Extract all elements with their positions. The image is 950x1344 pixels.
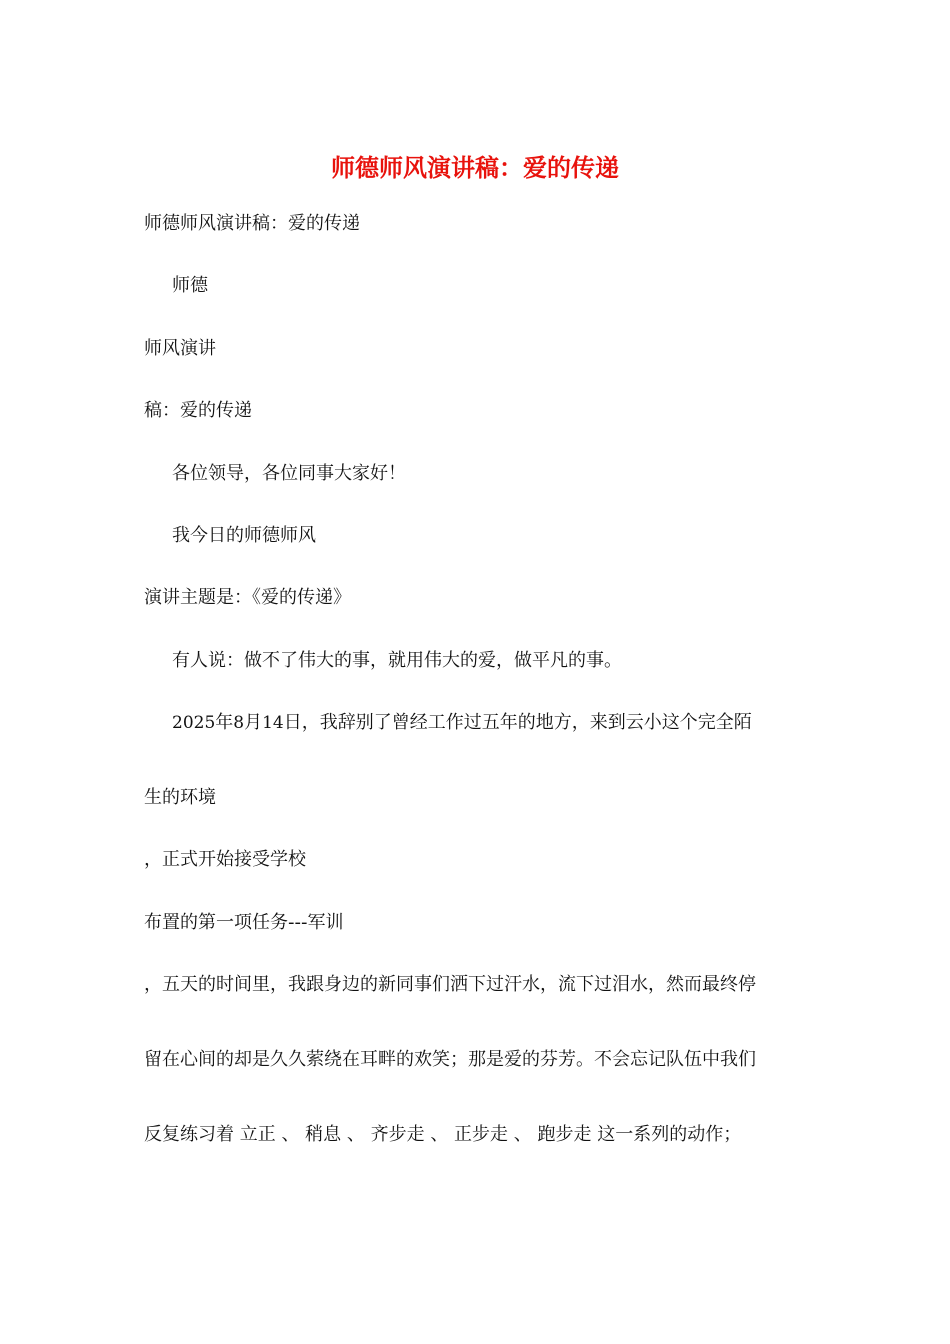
greeting-line: 各位领导，各位同事大家好！ bbox=[172, 463, 406, 484]
paragraph-line: 师德 bbox=[172, 275, 208, 296]
date-year-unit: 年 bbox=[215, 712, 234, 733]
date-month-unit: 月 bbox=[244, 712, 263, 733]
quote-line: 有人说：做不了伟大的事，就用伟大的爱，做平凡的事。 bbox=[172, 650, 622, 671]
date-rest-text: 日，我辞别了曾经工作过五年的地方，来到云小这个完全陌 bbox=[283, 712, 752, 733]
date-year: 2025 bbox=[172, 713, 216, 733]
paragraph-line: ，正式开始接受学校 bbox=[144, 849, 306, 870]
paragraph-line: 我今日的师德师风 bbox=[172, 525, 316, 546]
paragraph-line: 稿：爱的传递 bbox=[144, 400, 252, 421]
date-paragraph-line bbox=[172, 710, 752, 736]
subtitle-line: 师德师风演讲稿：爱的传递 bbox=[144, 213, 360, 234]
paragraph-line: ，五天的时间里，我跟身边的新同事们洒下过汗水，流下过泪水，然而最终停 bbox=[144, 974, 756, 995]
document-title: 师德师风演讲稿：爱的传递 bbox=[331, 153, 619, 182]
paragraph-line: 布置的第一项任务---军训 bbox=[144, 912, 344, 933]
paragraph-line: 师风演讲 bbox=[144, 338, 216, 359]
speech-theme-line: 演讲主题是：《爱的传递》 bbox=[144, 587, 351, 608]
paragraph-line: 生的环境 bbox=[144, 787, 216, 808]
paragraph-line: 留在心间的却是久久萦绕在耳畔的欢笑；那是爱的芬芳。不会忘记队伍中我们 bbox=[144, 1049, 756, 1070]
paragraph-line: 反复练习着 立正 、 稍息 、 齐步走 、 正步走 、 跑步走 这一系列的动作； bbox=[144, 1124, 742, 1145]
date-month: 8 bbox=[233, 713, 245, 733]
date-day: 14 bbox=[262, 713, 284, 733]
